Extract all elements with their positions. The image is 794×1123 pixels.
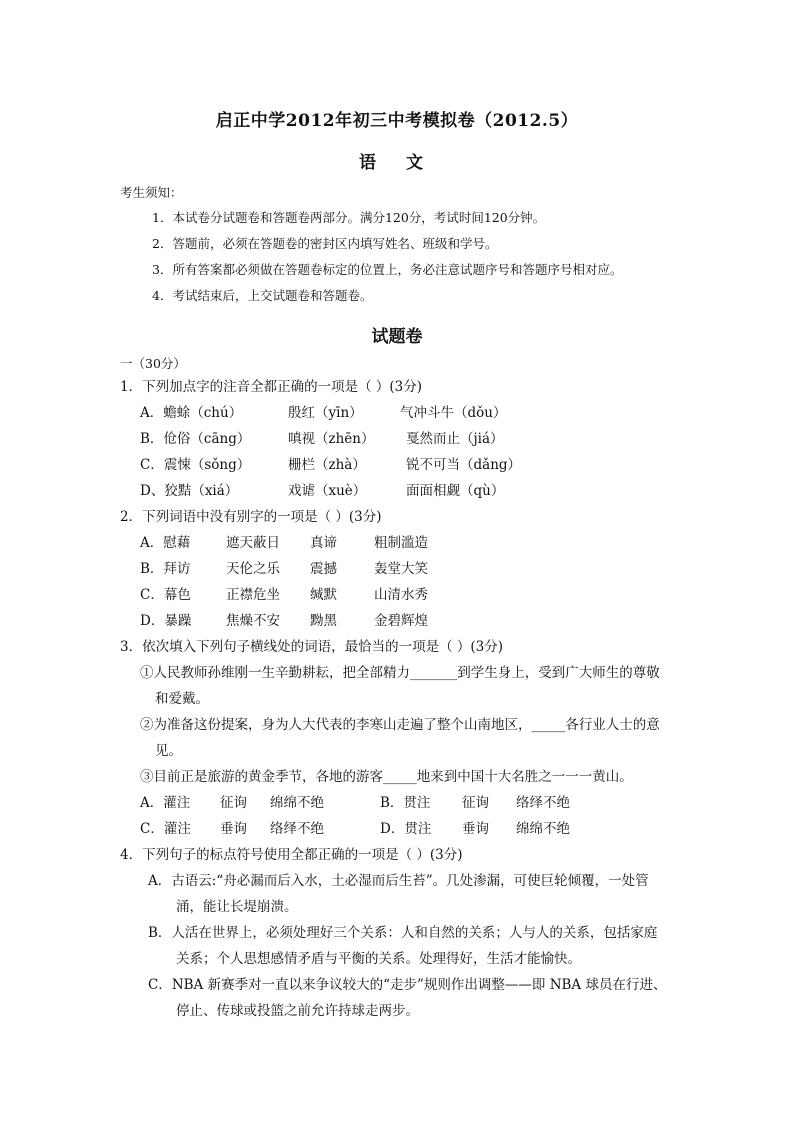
q3-option-d-2: 垂询: [462, 821, 489, 837]
q2-option-c-4: 山清水秀: [374, 587, 428, 603]
notice-item: 1．本试卷分试题卷和答题卷两部分。满分120分，考试时间120分钟。: [152, 210, 546, 225]
q2-option-a-1: A．慰藉: [140, 535, 191, 551]
q1-option-b-1: B．伧俗（cāng）: [140, 431, 251, 447]
subject-title: 语 文: [359, 153, 435, 173]
question-4-stem: 4．下列句子的标点符号使用全都正确的一项是（ ）(3分): [120, 847, 463, 863]
q3-option-a-1: A．灌注: [140, 795, 191, 811]
notice-item: 2．答题前，必须在答题卷的密封区内填写姓名、班级和学号。: [152, 236, 498, 251]
q2-option-a-4: 粗制滥造: [374, 535, 428, 551]
q2-option-c-3: 缄默: [310, 587, 337, 603]
exam-title: 启正中学2012年初三中考模拟卷（2012.5）: [215, 111, 579, 131]
q3-option-a-2: 征询: [220, 795, 247, 811]
q4-option-c: C．NBA 新赛季对一直以来争议较大的“走步”规则作出调整——即 NBA 球员在行进、: [148, 977, 667, 993]
q1-option-c-2: 栅栏（zhà）: [288, 457, 366, 473]
q2-option-a-2: 遮天蔽日: [226, 535, 280, 551]
notice-item: 3．所有答案都必须做在答题卷标定的位置上，务必注意试题序号和答题序号相对应。: [152, 262, 623, 277]
section-title: 试题卷: [371, 327, 423, 347]
q3-option-b-3: 络绎不绝: [516, 795, 570, 811]
q3-option-b-2: 征询: [462, 795, 489, 811]
q1-option-b-3: 戛然而止（jiá）: [406, 431, 504, 447]
q2-option-b-1: B．拜访: [140, 561, 191, 577]
q2-option-d-2: 焦燥不安: [226, 613, 280, 629]
q4-option-b: B．人活在世界上，必须处理好三个关系：人和自然的关系；人与人的关系，包括家庭: [148, 925, 658, 941]
notice-item: 4．考试结束后，上交试题卷和答题卷。: [152, 288, 373, 303]
question-1-stem: 1．下列加点字的注音全都正确的一项是（ ）(3分): [120, 379, 423, 395]
q3-sentence-2: ②为准备这份提案，身为人大代表的李寒山走遍了整个山南地区，_____各行业人士的意: [140, 717, 660, 733]
q1-option-a-1: A．蟾蜍（chú）: [140, 405, 243, 421]
q1-option-c-1: C．震悚（sǒng）: [140, 457, 251, 473]
question-2-stem: 2．下列词语中没有别字的一项是（ ）(3分): [120, 509, 382, 525]
q2-option-d-1: D．暴躁: [140, 613, 192, 629]
q3-sentence-2-cont: 见。: [155, 743, 182, 759]
q3-sentence-1-cont: 和爱戴。: [155, 691, 209, 707]
q2-option-d-4: 金碧辉煌: [374, 613, 428, 629]
question-3-stem: 3．依次填入下列句子横线处的词语，最恰当的一项是（ ）(3分): [120, 639, 504, 655]
q1-option-d-3: 面面相觑（qù）: [406, 483, 505, 499]
q3-option-d-1: D．贯注: [380, 821, 432, 837]
q3-option-b-1: B．贯注: [380, 795, 431, 811]
q3-sentence-3: ③目前正是旅游的黄金季节，各地的游客_____地来到中国十大名胜之一一一黄山。: [140, 769, 633, 785]
q2-option-b-4: 轰堂大笑: [374, 561, 428, 577]
q3-option-c-2: 垂询: [220, 821, 247, 837]
q3-option-a-3: 绵绵不绝: [270, 795, 324, 811]
q3-sentence-1: ①人民教师孙维刚一生辛勤耕耘，把全部精力_______到学生身上，受到广大师生的尊敬: [140, 665, 660, 681]
q3-option-d-3: 绵绵不绝: [516, 821, 570, 837]
q4-option-a-cont: 涌，能让长堤崩溃。: [176, 899, 298, 915]
q1-option-b-2: 嗔视（zhēn）: [288, 431, 375, 447]
q4-option-c-cont: 停止、传球或投篮之前允许持球走两步。: [176, 1003, 419, 1019]
q2-option-b-2: 天伦之乐: [226, 561, 280, 577]
q1-option-d-2: 戏谑（xuè）: [288, 483, 367, 499]
q1-option-c-3: 锐不可当（dǎng）: [406, 457, 522, 473]
q4-option-b-cont: 关系；个人思想感情矛盾与平衡的关系。处理得好，生活才能愉快。: [176, 951, 581, 967]
part-heading: 一（30分）: [120, 356, 186, 371]
q3-option-c-3: 络绎不绝: [270, 821, 324, 837]
q2-option-c-1: C．幕色: [140, 587, 191, 603]
q4-option-a: A．古语云:“舟必漏而后入水，土必湿而后生苔”。几处渗漏，可使巨轮倾覆，一处管: [148, 873, 649, 889]
q2-option-d-3: 黝黑: [310, 613, 337, 629]
q2-option-a-3: 真谛: [310, 535, 337, 551]
q3-option-c-1: C．灌注: [140, 821, 191, 837]
q1-option-d-1: D、狡黠（xiá）: [140, 483, 239, 499]
q1-option-a-3: 气冲斗牛（dǒu）: [400, 405, 507, 421]
notice-heading: 考生须知：: [120, 185, 183, 200]
q2-option-c-2: 正襟危坐: [226, 587, 280, 603]
q2-option-b-3: 震撼: [310, 561, 337, 577]
q1-option-a-2: 殷红（yīn）: [288, 405, 363, 421]
